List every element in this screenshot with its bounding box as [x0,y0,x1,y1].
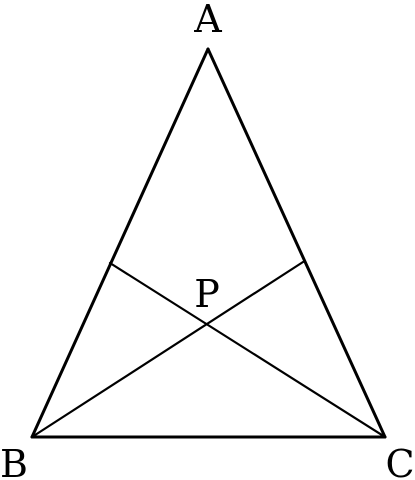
label-a: A [194,0,222,41]
label-p: P [194,272,220,316]
side-ab [32,49,208,437]
label-b: B [0,442,28,480]
label-c: C [385,442,415,480]
side-ac [208,49,385,437]
